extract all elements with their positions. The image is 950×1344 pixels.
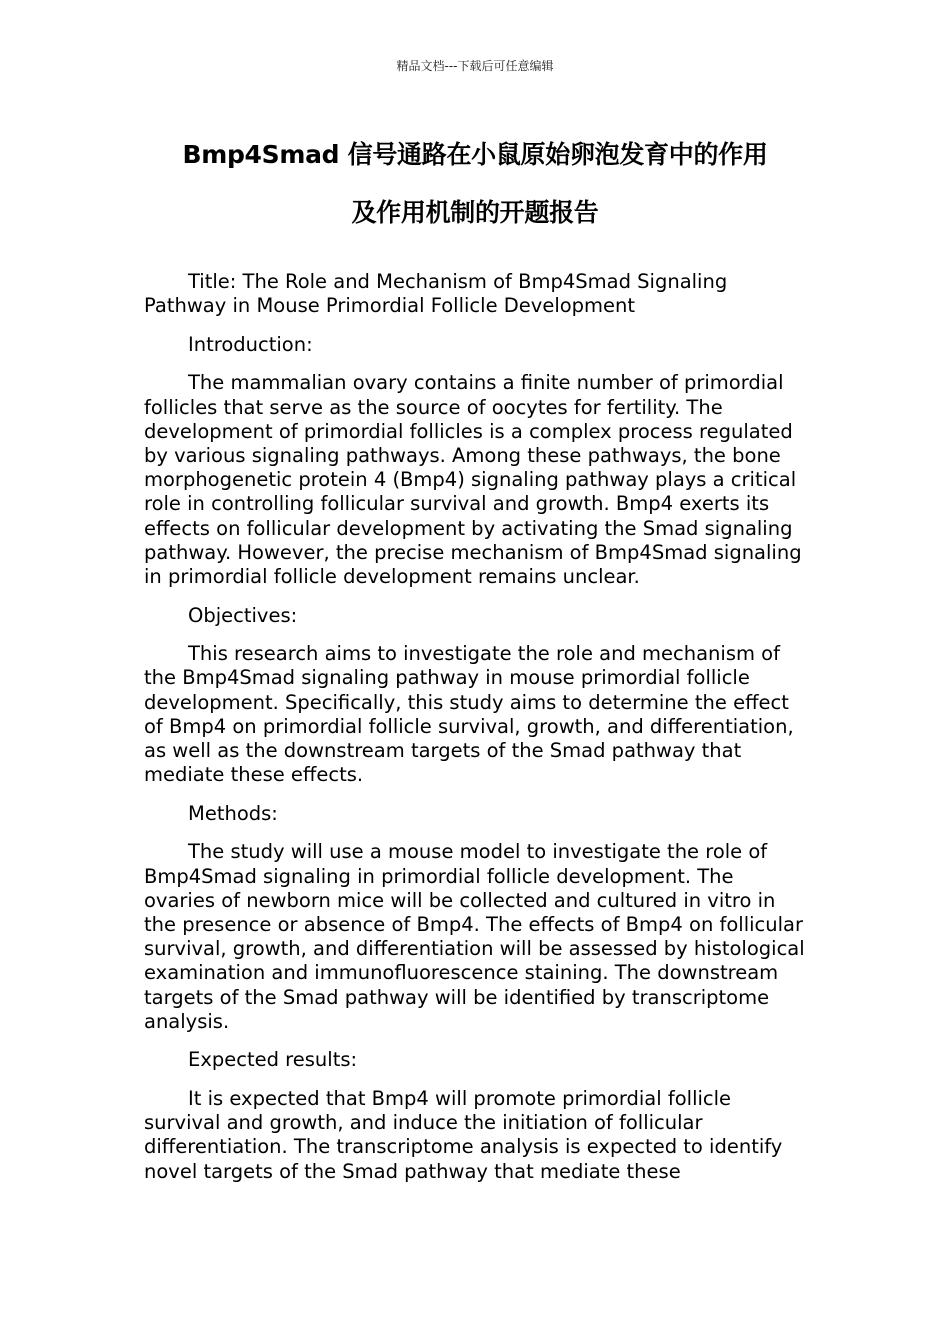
paragraph-expected-results: It is expected that Bmp4 will promote primordial follicle survival and growth, and induce the initiation of follicular differentiation. The transcriptome analysis is expected to identify novel targets of the Smad pathway that mediate these <box>144 1087 783 1183</box>
section-heading-methods: Methods: <box>188 801 278 825</box>
paragraph-methods: The study will use a mouse model to investigate the role of Bmp4Smad signaling in primordial follicle development. The ovaries of newborn mice will be collected and cultured in vitro in the presence or absence of Bmp4. The effects of Bmp4 on follicular survival, growth, and differentiation will be assessed by histological examination and immunofluorescence staining. The downstream targets of the Smad pathway will be identified by transcriptome analysis. <box>144 840 805 1033</box>
paragraph-introduction: The mammalian ovary contains a finite number of primordial follicles that serve as the source of oocytes for fertility. The development of primordial follicles is a complex process regulated by various signaling pathways. Among these pathways, the bone morphogenetic protein 4 (Bmp4) signaling pathway plays a critical role in controlling follicular survival and growth. Bmp4 exerts its effects on follicular development by activating the Smad signaling pathway. However, the precise mechanism of Bmp4Smad signaling in primordial follicle development remains unclear. <box>144 371 802 589</box>
header-note: 精品文档---下载后可任意编辑 <box>396 59 554 73</box>
section-heading-introduction: Introduction: <box>188 332 313 356</box>
document-body <box>144 270 808 1198</box>
paragraph-title: Title: The Role and Mechanism of Bmp4Smad Signaling Pathway in Mouse Primordial Follicle Development <box>144 270 728 318</box>
document-title-line-1: Bmp4Smad 信号通路在小鼠原始卵泡发育中的作用 <box>182 140 768 169</box>
document-title-line-2: 及作用机制的开题报告 <box>351 198 599 227</box>
section-heading-objectives: Objectives: <box>188 603 298 627</box>
section-heading-expected-results: Expected results: <box>188 1048 358 1072</box>
paragraph-objectives: This research aims to investigate the role and mechanism of the Bmp4Smad signaling pathway in mouse primordial follicle development. Specifically, this study aims to determine the effect of Bmp4 on primordial follicle survival, growth, and differentiation, as well as the downstream targets of the Smad pathway that mediate these effects. <box>144 642 794 787</box>
